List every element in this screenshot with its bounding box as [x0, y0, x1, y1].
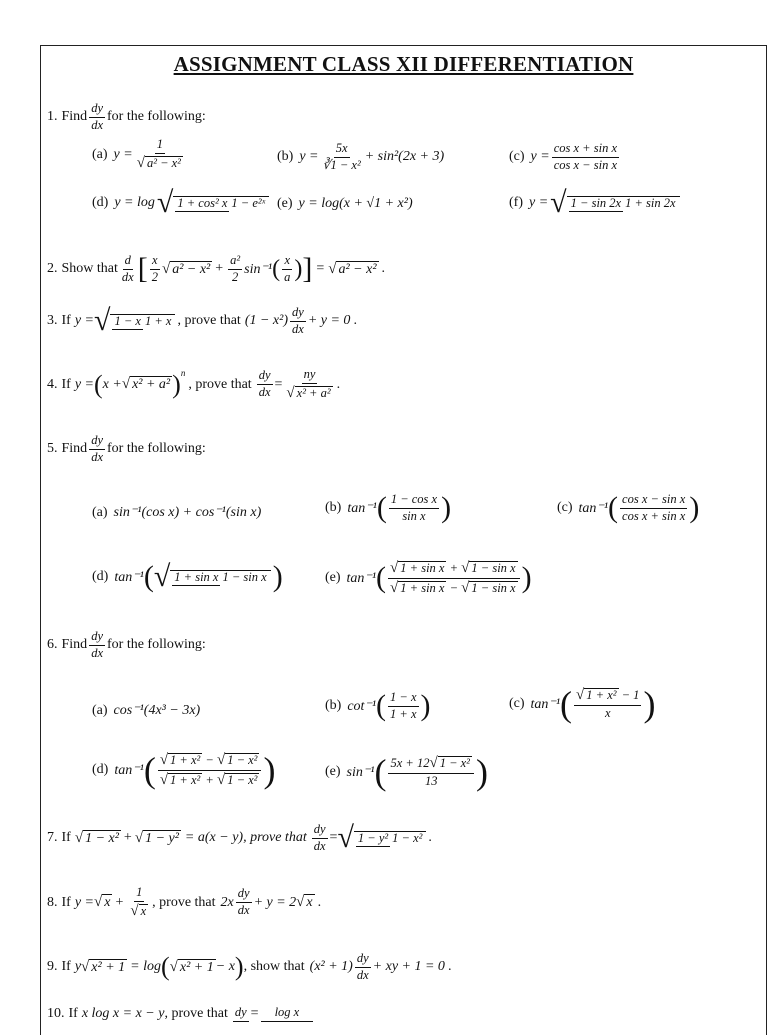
dy-dx-fraction: $\frac{dy}{dx}$ — [91, 629, 103, 660]
question-8: 8. If y = √ x + $\frac{1}{√ x}$ , prove that 2x $\frac{dy}{dx}$ + y = 2 √ x . — [47, 885, 322, 919]
q1-part-c: (c) y = $\frac{\text{cos x + sin x}}{\text{cos x − sin x}}$ — [509, 141, 617, 172]
q1-part-e: (e) y = log(x + √1 + x²) — [277, 196, 413, 211]
q1-part-f: (f) y = √ 1 − sin 2x 1 + sin 2x — [509, 186, 682, 220]
expr-fraction: 1 − sin 2x 1 + sin 2x — [567, 196, 680, 211]
dy-dx-fraction: $\frac{dy}{dx}$ — [91, 433, 103, 464]
q5-part-b: (b) tan⁻¹ ( $\frac{\text{1 − cos x}}{\text{sin x}}$ ) — [325, 491, 452, 525]
page-title: ASSIGNMENT CLASS XII DIFFERENTIATION — [173, 52, 634, 76]
dy-dx-fraction: $\frac{dy}{dx}$ — [91, 101, 103, 132]
q1-part-b: (b) y = $\frac{5x}{\text{∛1 − x²}}$ + sin²(2x + 3) — [277, 141, 445, 172]
assignment-page — [40, 45, 767, 1035]
q6-part-a: (a) cos⁻¹(4x³ − 3x) — [92, 702, 201, 718]
question-10: 10. If x log x = x − y , prove that dy = log x — [47, 1006, 315, 1022]
q6-part-d: (d) tan⁻¹ ( $\frac{\text{√ 1 + x² − √ 1 − x²}}{\text{√ 1 + x² + √ 1 − x²}}$ ) — [92, 750, 276, 790]
expr-fraction: 1 + cos² x 1 − e²ˣ — [173, 196, 269, 211]
q1-part-a: (a) y = $\frac{1}{\text{√ a² − x²}}$ — [92, 138, 187, 171]
question-lead: Find — [61, 109, 88, 125]
question-6: 6. Find $\frac{dy}{dx}$ for the following: — [47, 629, 206, 660]
q5-part-e: (e) tan⁻¹ ( $\frac{\text{√ 1 + sin x + √ 1 − sin x}}{\text{√ 1 + sin x − √ 1 − sin x}}$ ) — [325, 560, 532, 596]
q6-part-b: (b) cot⁻¹ ( $\frac{1 - x}{1 + x}$ ) — [325, 689, 431, 723]
question-1 — [47, 102, 206, 133]
q6-part-e: (e) sin⁻¹ ( $\frac{\text{5x + 12√ 1 − x²}}{13}$ ) — [325, 752, 488, 792]
question-number: 1. — [47, 109, 58, 125]
q1-part-d: (d) y = log √ 1 + cos² x 1 − e²ˣ — [92, 186, 271, 220]
expr-fraction: $\frac{1}{\text{√ a² − x²}}$ — [136, 137, 181, 171]
q5-part-a: (a) sin⁻¹(cos x) + cos⁻¹(sin x) — [92, 504, 262, 520]
expr-fraction: $\frac{5x}{\text{∛1 − x²}}$ — [322, 141, 361, 172]
question-2: 2. Show that $\frac{d}{dx}$ [ $\frac{x}{2}$ √ a² − x² + $\frac{\text{a²}}{2}$ sin⁻¹ ( $\frac{x}{a}$ ) ] = √ a² − x² . — [47, 252, 386, 286]
question-3: 3. If y = √ 1 − x 1 + x , prove that (1 − x²) $\frac{dy}{dx}$ + y = 0 . — [47, 304, 358, 337]
expr-fraction: $\frac{\text{cos x + sin x}}{\text{cos x − sin x}}$ — [553, 141, 617, 172]
question-5: 5. Find $\frac{dy}{dx}$ for the following: — [47, 433, 206, 464]
question-7: 7. If √ 1 − x² + √ 1 − y² = a(x − y), prove that $\frac{dy}{dx}$ = √ 1 − y² 1 − x² . — [47, 821, 432, 854]
d-dx-fraction: $\frac{d}{dx}$ — [121, 253, 134, 284]
q6-part-c: (c) tan⁻¹ ( $\frac{\text{√ 1 + x² − 1}}{x}$ ) — [509, 684, 656, 724]
q5-part-c: (c) tan⁻¹ ( $\frac{\text{cos x − sin x}}{\text{cos x + sin x}}$ ) — [557, 491, 700, 525]
question-9: 9. If y √ x² + 1 = log ( √ x² + 1 − x ) , show that (x² + 1) $\frac{dy}{dx}$ + xy + 1 = 0 . — [47, 951, 452, 982]
question-4: 4. If y = ( x + √ x² + a² ) $^n$ , prove that $\frac{dy}{dx}$ = $\frac{ny}{\text{√ x² + a²}}$ . — [47, 367, 341, 401]
question-tail: for the following: — [107, 109, 206, 125]
q5-part-d: (d) tan⁻¹ ( √ 1 + sin x 1 − sin x ) — [92, 560, 283, 593]
